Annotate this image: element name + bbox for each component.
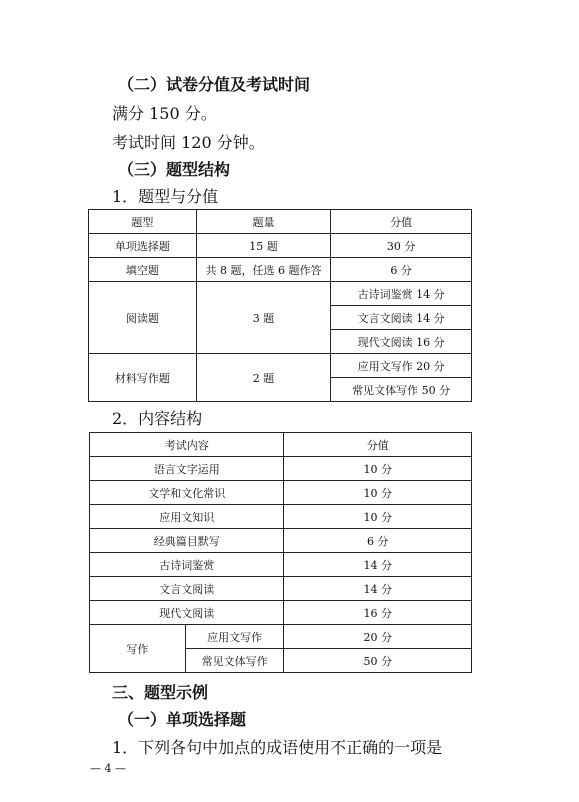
content-cell: 文言文阅读 [90,577,284,601]
score-cell: 20 分 [284,625,472,649]
table-row [90,601,472,625]
count-cell: 15 题 [196,234,331,258]
content-cell: 古诗词鉴赏 [90,553,284,577]
question-1-text: 1．下列各句中加点的成语使用不正确的一项是 [112,738,443,757]
score-cell: 10 分 [284,481,472,505]
examples-heading: 三、题型示例 [112,683,209,702]
header-cell: 题型 [89,210,197,234]
header-cell: 题量 [196,210,331,234]
score-cell: 50 分 [284,649,472,673]
score-cell: 应用文写作 20 分 [331,354,472,378]
type-cell: 阅读题 [89,282,197,354]
score-cell: 14 分 [284,553,472,577]
table-row [90,553,472,577]
score-cell: 16 分 [284,601,472,625]
count-cell: 3 题 [196,282,331,354]
table-row [90,505,472,529]
type-score-table [88,209,472,402]
score-cell: 文言文阅读 14 分 [331,306,472,330]
type-cell: 单项选择题 [89,234,197,258]
score-cell: 10 分 [284,457,472,481]
paper-value-heading: （二）试卷分值及考试时间 [118,75,311,94]
count-cell: 2 题 [196,354,331,402]
header-cell: 分值 [331,210,472,234]
content-cell: 应用文知识 [90,505,284,529]
table-row [90,457,472,481]
content-cell: 语言文字运用 [90,457,284,481]
content-cell: 文学和文化常识 [90,481,284,505]
table-row [89,354,472,378]
score-cell: 6 分 [331,258,472,282]
type-cell: 材料写作题 [89,354,197,402]
score-cell: 古诗词鉴赏 14 分 [331,282,472,306]
score-cell: 常见文体写作 50 分 [331,378,472,402]
score-cell: 现代文阅读 16 分 [331,330,472,354]
content-structure-heading: 2．内容结构 [112,409,203,428]
table-header-row [89,210,472,234]
header-cell: 考试内容 [90,433,284,457]
type-cell: 填空题 [89,258,197,282]
table-row [90,481,472,505]
score-cell: 30 分 [331,234,472,258]
single-choice-heading: （一）单项选择题 [118,710,247,729]
table-row [90,577,472,601]
table-header-row [90,433,472,457]
table-row [90,529,472,553]
page-number: — 4 — [90,762,126,775]
score-cell: 6 分 [284,529,472,553]
exam-time-text: 考试时间 120 分钟。 [112,133,265,152]
table-row [90,625,472,649]
content-structure-table [89,432,472,673]
count-cell: 共 8 题，任选 6 题作答 [196,258,331,282]
table-row [89,258,472,282]
score-cell: 14 分 [284,577,472,601]
content-cell: 经典篇目默写 [90,529,284,553]
table-row [89,282,472,306]
table-row [89,234,472,258]
header-cell: 分值 [284,433,472,457]
writing-label-cell: 写作 [90,625,186,673]
type-score-heading: 1．题型与分值 [112,187,219,206]
score-cell: 10 分 [284,505,472,529]
content-cell: 应用文写作 [185,625,284,649]
content-cell: 现代文阅读 [90,601,284,625]
structure-heading: （三）题型结构 [118,160,231,179]
content-cell: 常见文体写作 [185,649,284,673]
full-score-text: 满分 150 分。 [112,104,217,123]
